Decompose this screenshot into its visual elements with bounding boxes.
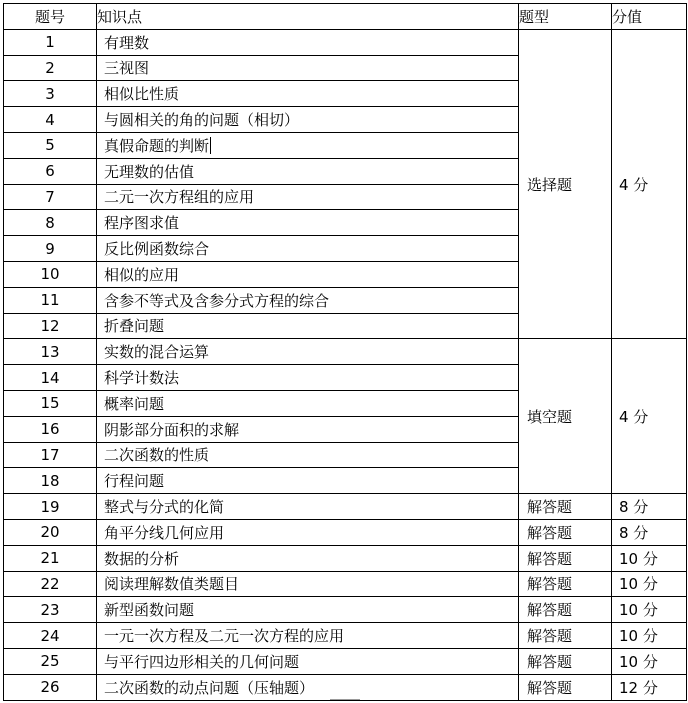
knowledge-point-text: 数据的分析 — [104, 549, 180, 568]
knowledge-point — [97, 107, 519, 133]
question-number: 19 — [4, 494, 97, 520]
knowledge-point — [97, 494, 519, 520]
knowledge-point — [97, 365, 519, 391]
knowledge-point — [97, 597, 519, 623]
knowledge-point-text: 相似的应用 — [104, 265, 180, 284]
knowledge-point — [97, 545, 519, 571]
knowledge-point — [97, 313, 519, 339]
knowledge-point-text: 含参不等式及含参分式方程的综合 — [104, 291, 330, 310]
knowledge-point — [97, 81, 519, 107]
question-number: 8 — [4, 210, 97, 236]
page-edge-mark — [330, 699, 360, 700]
header-row — [4, 4, 687, 30]
question-number: 4 — [4, 107, 97, 133]
question-number: 12 — [4, 313, 97, 339]
knowledge-point-text: 有理数 — [104, 33, 150, 52]
table-row — [4, 623, 687, 649]
knowledge-point-text: 二次函数的性质 — [104, 446, 210, 465]
knowledge-point — [97, 287, 519, 313]
question-number: 17 — [4, 442, 97, 468]
knowledge-point-table — [3, 3, 687, 701]
knowledge-point-text: 反比例函数综合 — [104, 240, 210, 259]
knowledge-point-text: 相似比性质 — [104, 85, 180, 104]
knowledge-point — [97, 519, 519, 545]
question-number: 16 — [4, 416, 97, 442]
score: 10 分 — [612, 648, 687, 674]
question-number: 15 — [4, 390, 97, 416]
knowledge-point-text: 与圆相关的角的问题（相切） — [104, 111, 300, 130]
question-number: 11 — [4, 287, 97, 313]
knowledge-point-text: 二元一次方程组的应用 — [104, 188, 255, 207]
question-number: 24 — [4, 623, 97, 649]
question-number: 5 — [4, 132, 97, 158]
score: 4 分 — [612, 29, 687, 339]
header-number: 题号 — [4, 4, 97, 30]
knowledge-point-text: 无理数的估值 — [104, 162, 195, 181]
knowledge-point — [97, 674, 519, 700]
score: 4 分 — [612, 339, 687, 494]
score: 8 分 — [612, 519, 687, 545]
knowledge-point — [97, 390, 519, 416]
knowledge-point-text: 新型函数问题 — [104, 601, 195, 620]
question-type: 解答题 — [519, 545, 612, 571]
score: 10 分 — [612, 597, 687, 623]
question-number: 25 — [4, 648, 97, 674]
knowledge-point-text: 三视图 — [104, 59, 150, 78]
knowledge-point-text: 与平行四边形相关的几何问题 — [104, 652, 300, 671]
knowledge-point-text: 角平分线几何应用 — [104, 523, 225, 542]
table-row — [4, 648, 687, 674]
knowledge-point-text: 科学计数法 — [104, 369, 180, 388]
knowledge-point — [97, 339, 519, 365]
knowledge-point-text: 整式与分式的化简 — [104, 498, 225, 517]
question-number: 18 — [4, 468, 97, 494]
table-row — [4, 339, 687, 365]
question-number: 3 — [4, 81, 97, 107]
header-question-type: 题型 — [519, 4, 612, 30]
knowledge-point — [97, 261, 519, 287]
question-type: 解答题 — [519, 674, 612, 700]
knowledge-point — [97, 210, 519, 236]
question-number: 1 — [4, 29, 97, 55]
knowledge-point — [97, 236, 519, 262]
question-number: 23 — [4, 597, 97, 623]
question-type: 选择题 — [519, 29, 612, 339]
knowledge-point-text: 概率问题 — [104, 394, 165, 413]
knowledge-point-text: 阅读理解数值类题目 — [104, 575, 240, 594]
knowledge-point — [97, 416, 519, 442]
knowledge-point — [97, 623, 519, 649]
knowledge-point — [97, 158, 519, 184]
question-number: 21 — [4, 545, 97, 571]
question-type: 解答题 — [519, 623, 612, 649]
text-cursor — [210, 137, 211, 154]
knowledge-point-text: 程序图求值 — [104, 214, 180, 233]
knowledge-point — [97, 468, 519, 494]
knowledge-point-text: 行程问题 — [104, 472, 165, 491]
question-number: 22 — [4, 571, 97, 597]
score: 12 分 — [612, 674, 687, 700]
knowledge-point-text: 折叠问题 — [104, 317, 165, 336]
knowledge-point-text: 一元一次方程及二元一次方程的应用 — [104, 627, 345, 646]
table-row — [4, 571, 687, 597]
knowledge-point — [97, 571, 519, 597]
table-row — [4, 674, 687, 700]
question-number: 6 — [4, 158, 97, 184]
knowledge-point-text: 实数的混合运算 — [104, 343, 210, 362]
table-row — [4, 29, 687, 55]
knowledge-point — [97, 442, 519, 468]
question-number: 7 — [4, 184, 97, 210]
question-type: 解答题 — [519, 648, 612, 674]
knowledge-point-text: 阴影部分面积的求解 — [104, 420, 240, 439]
knowledge-point — [97, 132, 519, 158]
question-number: 13 — [4, 339, 97, 365]
header-knowledge-point: 知识点 — [97, 4, 519, 30]
question-type: 解答题 — [519, 571, 612, 597]
knowledge-point-text: 真假命题的判断 — [104, 136, 210, 155]
score: 8 分 — [612, 494, 687, 520]
question-type: 填空题 — [519, 339, 612, 494]
score: 10 分 — [612, 571, 687, 597]
score: 10 分 — [612, 545, 687, 571]
knowledge-point-text: 二次函数的动点问题（压轴题） — [104, 678, 315, 697]
table-row — [4, 597, 687, 623]
header-score: 分值 — [612, 4, 687, 30]
knowledge-point — [97, 648, 519, 674]
knowledge-point — [97, 55, 519, 81]
question-number: 26 — [4, 674, 97, 700]
question-number: 9 — [4, 236, 97, 262]
knowledge-point — [97, 184, 519, 210]
question-number: 20 — [4, 519, 97, 545]
score: 10 分 — [612, 623, 687, 649]
table-row — [4, 519, 687, 545]
question-number: 14 — [4, 365, 97, 391]
question-type: 解答题 — [519, 494, 612, 520]
question-number: 2 — [4, 55, 97, 81]
table-row — [4, 494, 687, 520]
question-number: 10 — [4, 261, 97, 287]
table-row — [4, 545, 687, 571]
question-type: 解答题 — [519, 597, 612, 623]
question-type: 解答题 — [519, 519, 612, 545]
knowledge-point — [97, 29, 519, 55]
